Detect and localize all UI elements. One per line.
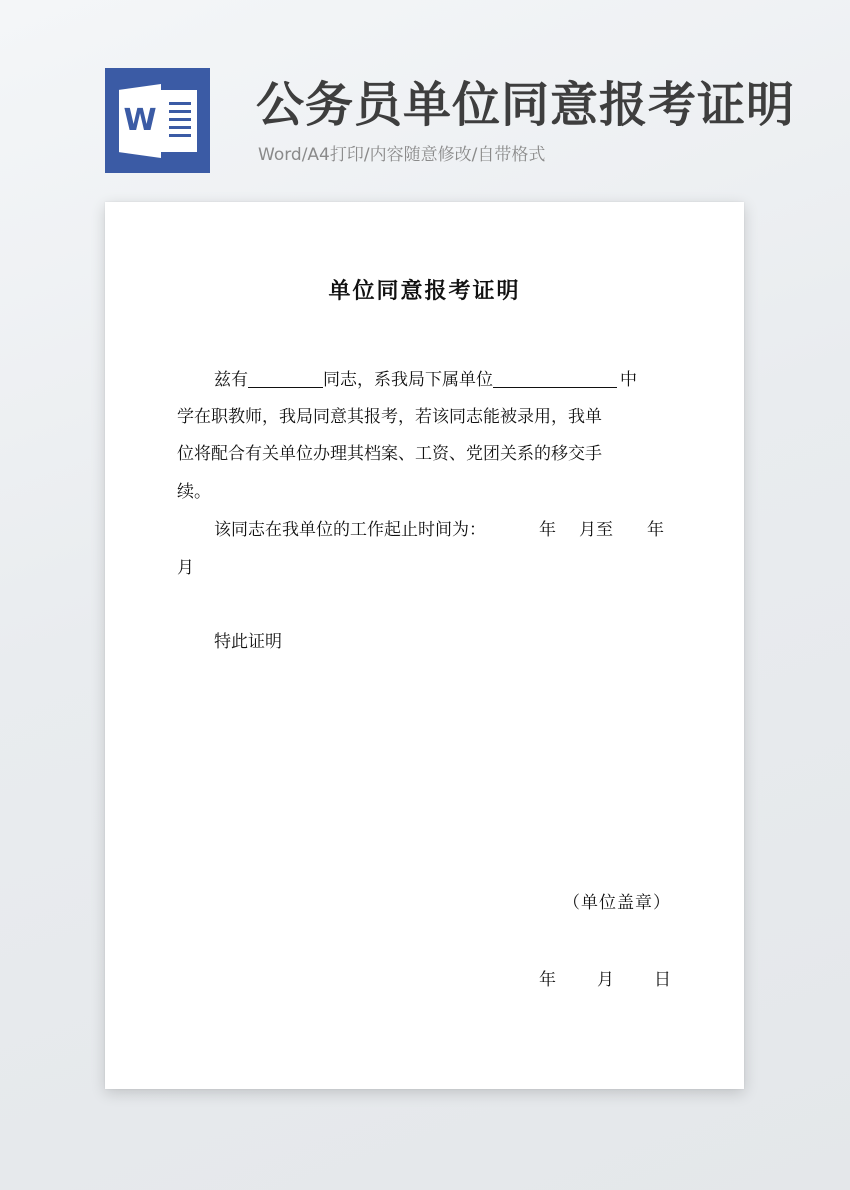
para1-prefix: 兹有 xyxy=(214,370,248,390)
date-month-label: 月 xyxy=(597,970,614,990)
seal-label: （单位盖章） xyxy=(563,893,671,913)
unit-blank-field[interactable] xyxy=(493,368,617,388)
date-year-label: 年 xyxy=(539,970,556,990)
paragraph-1-line-1 xyxy=(214,368,637,392)
page-subtitle: Word/A4打印/内容随意修改/自带格式 xyxy=(258,145,546,165)
start-year-label: 年 xyxy=(539,520,556,540)
paragraph-1-line-4: 续。 xyxy=(177,482,211,502)
name-blank-field[interactable] xyxy=(248,368,323,388)
end-year-label: 年 xyxy=(647,520,664,540)
para1-suffix: 中 xyxy=(620,370,637,390)
date-day-label: 日 xyxy=(654,970,671,990)
para1-mid: 同志，系我局下属单位 xyxy=(323,370,493,390)
end-month-label: 月 xyxy=(177,558,194,578)
word-logo-icon xyxy=(105,68,210,173)
paragraph-1-line-3: 位将配合有关单位办理其档案、工资、党团关系的移交手 xyxy=(177,444,602,464)
paragraph-1-line-2: 学在职教师，我局同意其报考，若该同志能被录用，我单 xyxy=(177,407,602,427)
start-month-to-label: 月至 xyxy=(579,520,613,540)
page-title: 公务员单位同意报考证明 xyxy=(256,77,796,133)
document-page xyxy=(105,202,744,1089)
word-letter: W xyxy=(123,103,157,138)
closing-text: 特此证明 xyxy=(214,632,282,652)
paragraph-2-text: 该同志在我单位的工作起止时间为： xyxy=(214,520,486,540)
document-title: 单位同意报考证明 xyxy=(328,279,521,304)
